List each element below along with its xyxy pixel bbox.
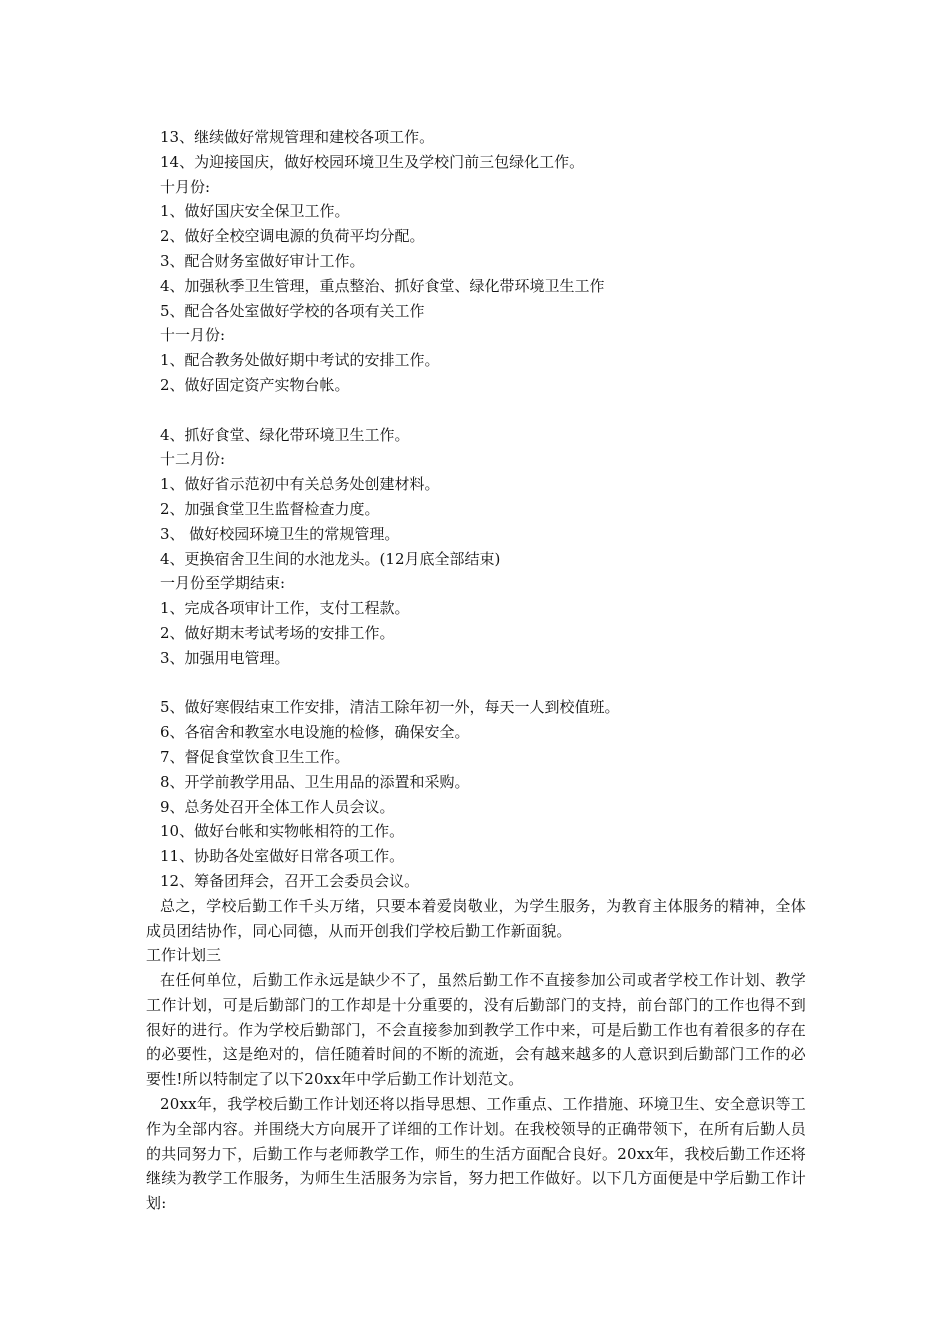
list-item: 4、抓好食堂、绿化带环境卫生工作。	[160, 425, 410, 444]
list-item: 10、做好台帐和实物帐相符的工作。	[160, 822, 405, 841]
list-item: 2、做好期末考试考场的安排工作。	[160, 623, 395, 642]
list-item: 8、开学前教学用品、卫生用品的添置和采购。	[160, 772, 470, 791]
month-heading: 十二月份:	[160, 450, 226, 469]
blank-line	[146, 398, 806, 423]
list-item: 2、做好全校空调电源的负荷平均分配。	[160, 227, 425, 246]
list-item: 1、配合教务处做好期中考试的安排工作。	[160, 351, 440, 370]
month-heading: 一月份至学期结束:	[160, 574, 286, 593]
list-item: 11、协助各处室做好日常各项工作。	[160, 847, 405, 866]
summary-paragraph: 总之，学校后勤工作千头万绪，只要本着爱岗敬业，为学生服务，为教育主体服务的精神，全体成员团结协作，同心同德，从而开创我们学校后勤工作新面貌。	[146, 896, 806, 940]
section-title: 工作计划三	[146, 946, 222, 965]
list-item: 3、配合财务室做好审计工作。	[160, 251, 365, 270]
list-item: 3、 做好校园环境卫生的常规管理。	[160, 524, 400, 543]
list-item: 1、完成各项审计工作，支付工程款。	[160, 599, 410, 618]
blank-line	[146, 671, 806, 696]
list-item: 4、加强秋季卫生管理，重点整治、抓好食堂、绿化带环境卫生工作	[160, 276, 605, 295]
body-paragraph: 20xx年，我学校后勤工作计划还将以指导思想、工作重点、工作措施、环境卫生、安全意识等工作为全部内容。并围绕大方向展开了详细的工作计划。在我校领导的正确带领下，在所有后勤人员的共同努力下，后勤工作与老师教学工作，师生的生活方面配合良好。20xx年，我校后勤工作还将继续为教学工作服务，为师生生活服务为宗旨，努力把工作做好。以下几方面便是中学后勤工作计划:	[146, 1095, 807, 1213]
document-body	[146, 125, 806, 1216]
list-item: 4、更换宿舍卫生间的水池龙头。(12月底全部结束)	[160, 549, 501, 568]
list-item: 14、为迎接国庆，做好校园环境卫生及学校门前三包绿化工作。	[160, 152, 585, 171]
list-item: 1、做好国庆安全保卫工作。	[160, 202, 350, 221]
list-item: 1、做好省示范初中有关总务处创建材料。	[160, 475, 440, 494]
list-item: 6、各宿舍和教室水电设施的检修，确保安全。	[160, 723, 470, 742]
month-heading: 十月份:	[160, 177, 211, 196]
list-item: 2、加强食堂卫生监督检查力度。	[160, 499, 380, 518]
list-item: 7、督促食堂饮食卫生工作。	[160, 747, 350, 766]
list-item: 2、做好固定资产实物台帐。	[160, 375, 350, 394]
list-item: 5、配合各处室做好学校的各项有关工作	[160, 301, 425, 320]
list-item: 13、继续做好常规管理和建校各项工作。	[160, 128, 435, 146]
list-item: 3、加强用电管理。	[160, 648, 290, 667]
body-paragraph: 在任何单位，后勤工作永远是缺少不了，虽然后勤工作不直接参加公司或者学校工作计划、教学工作计划，可是后勤部门的工作却是十分重要的，没有后勤部门的支持，前台部门的工作也得不到很好的进行。作为学校后勤部门，不会直接参加到教学工作中来，可是后勤工作也有着很多的存在的必要性，这是绝对的，信任随着时间的不断的流逝，会有越来越多的人意识到后勤部门工作的必要性!所以特制定了以下20xx年中学后勤工作计划范文。	[146, 971, 806, 1089]
list-item: 9、总务处召开全体工作人员会议。	[160, 797, 395, 816]
list-item: 5、做好寒假结束工作安排，清洁工除年初一外，每天一人到校值班。	[160, 698, 620, 717]
list-item: 12、筹备团拜会，召开工会委员会议。	[160, 871, 420, 890]
month-heading: 十一月份:	[160, 326, 226, 345]
